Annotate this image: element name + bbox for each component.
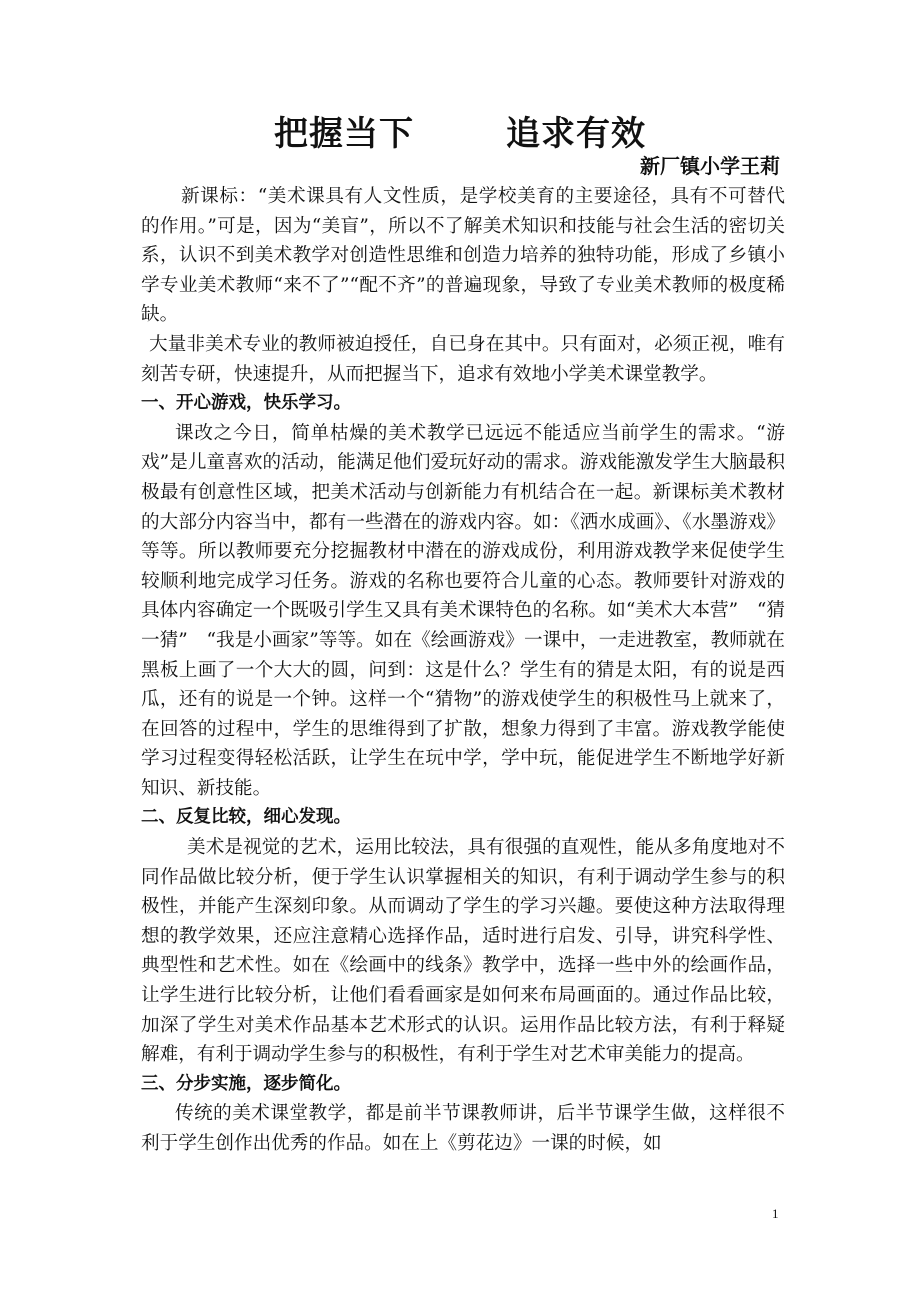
document-body — [141, 182, 785, 1159]
section-paragraph-3: 传统的美术课堂教学，都是前半节课教师讲，后半节课学生做，这样很不利于学生创作出优秀的作品。如在上《剪花边》一课的时候，如 — [141, 1103, 785, 1154]
title-part-2: 追求有效 — [506, 114, 646, 154]
section-paragraph-2: 美术是视觉的艺术，运用比较法，具有很强的直观性，能从多角度地对不同作品做比较分析，便于学生认识掌握相关的知识，有利于调动学生参与的积极性，并能产生深刻印象。从而调动了学生的学习兴趣。要使这种方法取得理想的教学效果，还应注意精心选择作品，适时进行启发、引导，讲究科学性、典型性和艺术性。如在《绘画中的线条》教学中，选择一些中外的绘画作品，让学生进行比较分析，让他们看看画家是如何来布局画面的。通过作品比较，加深了学生对美术作品基本艺术形式的认识。运用作品比较方法，有利于释疑解难，有利于调动学生参与的积极性，有利于学生对艺术审美能力的提高。 — [141, 837, 785, 1066]
section-paragraph-1: 课改之今日，简单枯燥的美术教学已远远不能适应当前学生的需求。“游戏”是儿童喜欢的活动，能满足他们爱玩好动的需求。游戏能激发学生大脑最积极最有创意性区域，把美术活动与创新能力有机结合在一起。新课标美术教材的大部分内容当中，都有一些潜在的游戏内容。如：《洒水成画》、《水墨游戏》等等。所以教师要充分挖掘教材中潜在的游戏成份，利用游戏教学来促使学生较顺利地完成学习任务。游戏的名称也要符合儿童的心态。教师要针对游戏的具体内容确定一个既吸引学生又具有美术课特色的名称。如“美术大本营” “猜一猜” “我是小画家”等等。如在《绘画游戏》一课中，一走进教室，教师就在黑板上画了一个大大的圆，问到：这是什么？学生有的猜是太阳，有的说是西瓜，还有的说是一个钟。这样一个“猜物”的游戏使学生的积极性马上就来了，在回答的过程中，学生的思维得到了扩散，想象力得到了丰富。游戏教学能使学习过程变得轻松活跃，让学生在玩中学，学中玩，能促进学生不断地学好新知识、新技能。 — [141, 422, 785, 799]
section-heading-1: 一、开心游戏，快乐学习。 — [141, 393, 351, 414]
author-line: 新厂镇小学王莉 — [640, 154, 780, 178]
intro-paragraph-2: 大量非美术专业的教师被迫授任，自已身在其中。只有面对，必须正视，唯有刻苦专研，快速提升，从而把握当下，追求有效地小学美术课堂教学。 — [141, 333, 785, 385]
intro-paragraph-1: 新课标：“美术课具有人文性质，是学校美育的主要途径，具有不可替代的作用。”可是，因为“美盲”，所以不了解美术知识和技能与社会生活的密切关系，认识不到美术教学对创造性思维和创造力培养的独特功能，形成了乡镇小学专业美术教师“来不了”“配不齐”的普遍现象，导致了专业美术教师的极度稀缺。 — [141, 186, 785, 326]
section-heading-2: 二、反复比较，细心发现。 — [141, 807, 351, 828]
title-part-1: 把握当下 — [274, 114, 414, 154]
section-heading-3: 三、分步实施，逐步简化。 — [141, 1073, 351, 1094]
document-title — [0, 108, 920, 160]
page-number: 1 — [772, 1206, 779, 1221]
